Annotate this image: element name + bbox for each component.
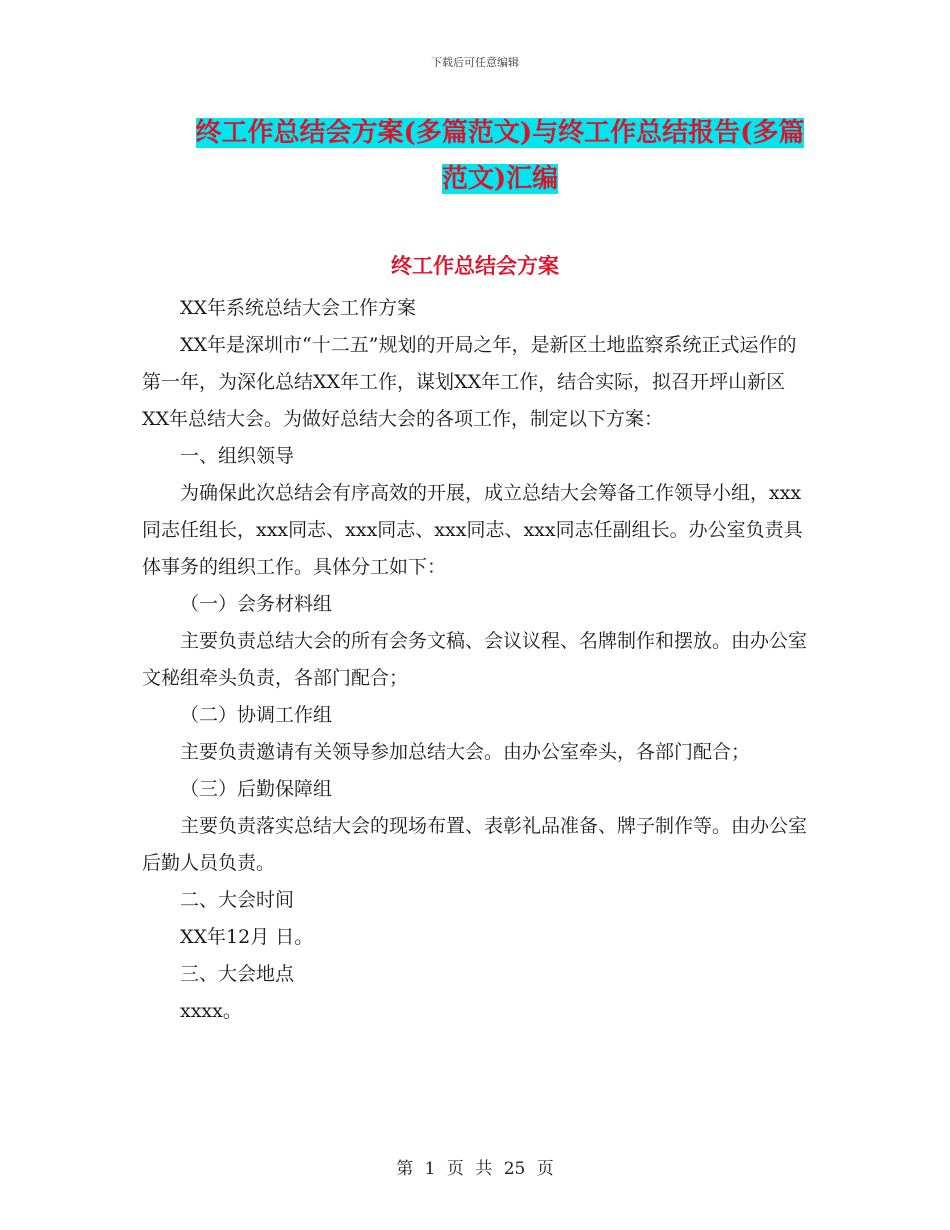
paragraph: （一）会务材料组 — [180, 593, 333, 615]
paragraph: 主要负责落实总结大会的现场布置、表彰礼品准备、牌子制作等。由办公室后勤人员负责。 — [142, 815, 808, 874]
section-title: 终工作总结会方案 — [391, 253, 559, 278]
paragraph: xxxx。 — [180, 1000, 242, 1022]
paragraph: 为确保此次总结会有序高效的开展，成立总结大会筹备工作领导小组，xxx同志任组长，xxx同志、xxx同志、xxx同志、xxx同志任副组长。办公室负责具体事务的组织工作。具体分工如下： — [142, 482, 803, 578]
paragraph: 二、大会时间 — [180, 889, 295, 911]
document-body — [142, 290, 810, 1030]
paragraph: 主要负责总结大会的所有会务文稿、会议议程、名牌制作和摆放。由办公室文秘组牵头负责，各部门配合； — [142, 630, 808, 689]
paragraph: XX年12月 日。 — [180, 926, 314, 948]
paragraph: XX年是深圳市“十二五”规划的开局之年，是新区土地监察系统正式运作的第一年，为深化总结XX年工作，谋划XX年工作，结合实际，拟召开坪山新区XX年总结大会。为做好总结大会的各项工作，制定以下方案： — [142, 334, 797, 430]
paragraph: 主要负责邀请有关领导参加总结大会。由办公室牵头，各部门配合； — [180, 741, 751, 763]
paragraph: （二）协调工作组 — [180, 704, 333, 726]
document-title-line-2: 范文)汇编 — [441, 164, 559, 194]
paragraph: （三）后勤保障组 — [180, 778, 333, 800]
document-title-line-1: 终工作总结会方案(多篇范文)与终工作总结报告(多篇 — [195, 118, 805, 148]
paragraph: 一、组织领导 — [180, 445, 295, 467]
page-number-footer: 第 1 页 共 25 页 — [396, 1159, 554, 1179]
document-title — [150, 110, 850, 202]
paragraph: XX年系统总结大会工作方案 — [180, 297, 417, 319]
paragraph: 三、大会地点 — [180, 963, 295, 985]
header-note: 下载后可任意编辑 — [431, 56, 519, 69]
